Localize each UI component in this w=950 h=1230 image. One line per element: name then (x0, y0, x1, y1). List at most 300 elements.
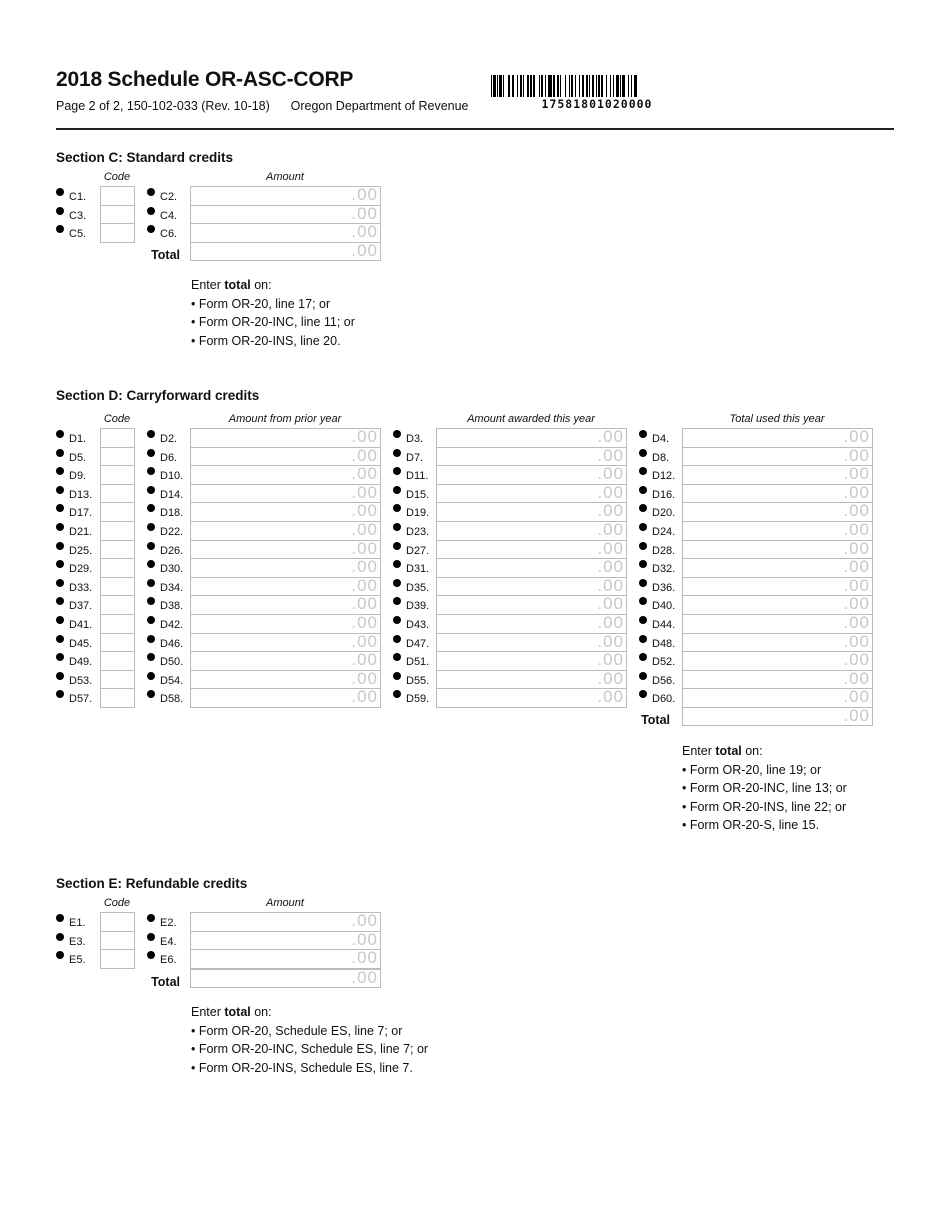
line-number-label: D29. (69, 563, 93, 576)
line-label-prior (147, 503, 183, 519)
note-text: on: (250, 278, 272, 292)
line-number-label: E4. (160, 935, 177, 948)
line-label-code (56, 689, 92, 705)
line-label-prior (147, 466, 183, 482)
used-amount-input[interactable]: .00 (682, 502, 873, 522)
line-number-label: D56. (652, 674, 676, 687)
note-bold: total (224, 278, 251, 292)
line-label-prior (147, 615, 183, 631)
line-label-code (56, 578, 92, 594)
bullet-dot-icon (56, 597, 64, 605)
line-number-label: D27. (406, 544, 430, 557)
bullet-dot-icon (393, 430, 401, 438)
amount-input[interactable]: .00 (190, 186, 381, 206)
line-number-label: D41. (69, 619, 93, 631)
used-amount-input[interactable]: .00 (682, 465, 873, 485)
used-amount-input[interactable]: .00 (682, 595, 873, 615)
line-label-awarded (393, 596, 429, 612)
bullet-dot-icon (147, 951, 155, 959)
line-number-label: D47. (406, 637, 430, 650)
used-amount-input[interactable]: .00 (682, 521, 873, 541)
line-label-awarded (393, 503, 429, 519)
prior-year-amount-input[interactable]: .00 (190, 428, 381, 448)
note-item: • Form OR-20-INS, line 20. (191, 333, 341, 348)
prior-year-amount-input[interactable]: .00 (190, 688, 381, 708)
prior-year-amount-input[interactable]: .00 (190, 670, 381, 690)
prior-year-amount-input[interactable]: .00 (190, 558, 381, 578)
bullet-dot-icon (393, 672, 401, 680)
note-bold: total (224, 1005, 251, 1019)
bullet-dot-icon (393, 579, 401, 587)
line-number-label: E1. (69, 917, 86, 929)
bullet-dot-icon (147, 188, 155, 196)
line-label-code (56, 615, 92, 631)
line-number-label: D57. (69, 693, 93, 706)
line-number-label: D24. (652, 526, 676, 538)
line-number-label: D25. (69, 544, 93, 557)
line-number-label: D31. (406, 563, 430, 576)
bullet-dot-icon (56, 449, 64, 457)
line-number-label: E5. (69, 954, 86, 967)
line-number-label: D30. (160, 563, 184, 576)
used-amount-input[interactable]: .00 (682, 447, 873, 467)
line-label-awarded (393, 671, 429, 687)
code-input[interactable] (100, 521, 135, 541)
line-label-prior (147, 596, 183, 612)
line-label-used (639, 522, 675, 538)
bullet-dot-icon (147, 616, 155, 624)
section-c-col-amount: Amount (266, 171, 304, 183)
code-input[interactable] (100, 465, 135, 485)
line-number-label: D33. (69, 581, 93, 594)
bullet-dot-icon (147, 635, 155, 643)
line-label-awarded (393, 485, 429, 501)
awarded-amount-input[interactable]: .00 (436, 540, 627, 560)
bullet-dot-icon (639, 635, 647, 643)
amount-input[interactable]: .00 (190, 223, 381, 243)
bullet-dot-icon (639, 690, 647, 698)
used-amount-input[interactable]: .00 (682, 670, 873, 690)
awarded-amount-input[interactable]: .00 (436, 447, 627, 467)
note-item: • Form OR-20-S, line 15. (682, 818, 820, 833)
bullet-dot-icon (393, 504, 401, 512)
line-label-prior (147, 485, 183, 501)
line-label-code (56, 671, 92, 687)
line-number-label: D34. (160, 581, 184, 594)
code-input[interactable] (100, 651, 135, 671)
line-number-label: D2. (160, 433, 178, 445)
awarded-amount-input[interactable]: .00 (436, 595, 627, 615)
line-number-label: D51. (406, 656, 430, 669)
bullet-dot-icon (639, 430, 647, 438)
line-number-label: C3. (69, 209, 87, 222)
line-number-label: D55. (406, 674, 430, 687)
bullet-dot-icon (393, 560, 401, 568)
line-label-awarded (393, 689, 429, 705)
code-input[interactable] (100, 205, 135, 225)
bullet-dot-icon (56, 635, 64, 643)
code-input[interactable] (100, 484, 135, 504)
line-label-awarded (393, 615, 429, 631)
line-number-label: D54. (160, 674, 184, 687)
awarded-amount-input[interactable]: .00 (436, 428, 627, 448)
bullet-dot-icon (147, 449, 155, 457)
used-amount-input[interactable]: .00 (682, 558, 873, 578)
line-label-amount (147, 206, 177, 222)
code-input[interactable] (100, 633, 135, 653)
prior-year-amount-input[interactable]: .00 (190, 447, 381, 467)
bullet-dot-icon (147, 523, 155, 531)
line-label-prior (147, 559, 183, 575)
line-number-label: E6. (160, 954, 177, 967)
code-input[interactable] (100, 614, 135, 634)
line-number-label: D36. (652, 581, 676, 594)
awarded-amount-input[interactable]: .00 (436, 521, 627, 541)
line-label-amount (147, 224, 177, 240)
line-label-used (639, 448, 669, 464)
bullet-dot-icon (393, 542, 401, 550)
line-number-label: C1. (69, 191, 87, 203)
section-d-col-code: Code (103, 413, 131, 425)
line-number-label: D1. (69, 433, 87, 445)
line-label-awarded (393, 652, 429, 668)
line-label-code (56, 224, 86, 240)
code-input[interactable] (100, 577, 135, 597)
prior-year-amount-input[interactable]: .00 (190, 484, 381, 504)
bullet-dot-icon (147, 225, 155, 233)
section-c-title: Section C: Standard credits (56, 150, 234, 165)
line-number-label: D49. (69, 656, 93, 669)
line-number-label: D15. (406, 488, 430, 501)
note-item: • Form OR-20-INC, Schedule ES, line 7; or (191, 1042, 429, 1057)
line-number-label: D23. (406, 526, 430, 538)
line-label-awarded (393, 559, 429, 575)
bullet-dot-icon (147, 560, 155, 568)
section-c-note (191, 276, 355, 350)
used-amount-input[interactable]: .00 (682, 428, 873, 448)
line-label-used (639, 541, 675, 557)
prior-year-amount-input[interactable]: .00 (190, 633, 381, 653)
line-label-code (56, 913, 86, 929)
line-label-awarded (393, 541, 429, 557)
section-e-col-code: Code (103, 897, 131, 909)
note-text: Enter (682, 744, 716, 758)
code-input[interactable] (100, 502, 135, 522)
amount-input[interactable]: .00 (190, 205, 381, 225)
section-d-note (682, 742, 847, 835)
bullet-dot-icon (147, 579, 155, 587)
code-input[interactable] (100, 428, 135, 448)
line-label-code (56, 559, 92, 575)
code-input[interactable] (100, 223, 135, 243)
amount-input[interactable]: .00 (190, 912, 381, 932)
bullet-dot-icon (56, 560, 64, 568)
line-number-label: D12. (652, 470, 676, 483)
note-item: • Form OR-20-INS, Schedule ES, line 7. (191, 1060, 413, 1075)
line-label-code (56, 448, 86, 464)
line-number-label: D10. (160, 470, 184, 483)
bullet-dot-icon (147, 467, 155, 475)
awarded-amount-input[interactable]: .00 (436, 502, 627, 522)
note-bold: total (715, 744, 742, 758)
section-c-total-field[interactable]: .00 (190, 242, 381, 261)
line-number-label: C2. (160, 191, 178, 203)
bullet-dot-icon (639, 449, 647, 457)
awarded-amount-input[interactable]: .00 (436, 688, 627, 708)
line-label-awarded (393, 634, 429, 650)
line-label-prior (147, 429, 177, 445)
prior-year-amount-input[interactable]: .00 (190, 465, 381, 485)
line-label-code (56, 950, 86, 966)
line-label-used (639, 596, 675, 612)
section-e-note (191, 1003, 428, 1077)
line-label-amount (147, 913, 177, 929)
bullet-dot-icon (639, 672, 647, 680)
line-label-prior (147, 671, 183, 687)
line-label-used (639, 578, 675, 594)
bullet-dot-icon (393, 635, 401, 643)
bullet-dot-icon (56, 690, 64, 698)
line-label-used (639, 634, 675, 650)
code-input[interactable] (100, 670, 135, 690)
line-label-awarded (393, 429, 423, 445)
awarded-amount-input[interactable]: .00 (436, 633, 627, 653)
bullet-dot-icon (56, 225, 64, 233)
line-label-code (56, 541, 92, 557)
line-label-code (56, 503, 92, 519)
section-e-total-field[interactable]: .00 (190, 969, 381, 988)
bullet-dot-icon (393, 653, 401, 661)
bullet-dot-icon (393, 449, 401, 457)
line-number-label: D11. (406, 470, 429, 483)
note-item: • Form OR-20-INC, line 13; or (682, 781, 847, 796)
line-label-prior (147, 448, 177, 464)
amount-input[interactable]: .00 (190, 931, 381, 951)
line-label-code (56, 485, 92, 501)
line-label-code (56, 522, 92, 538)
prior-year-amount-input[interactable]: .00 (190, 651, 381, 671)
line-number-label: D17. (69, 507, 93, 520)
bullet-dot-icon (393, 523, 401, 531)
code-input[interactable] (100, 447, 135, 467)
prior-year-amount-input[interactable]: .00 (190, 540, 381, 560)
line-label-code (56, 634, 92, 650)
bullet-dot-icon (639, 616, 647, 624)
line-label-code (56, 466, 86, 482)
bullet-dot-icon (56, 542, 64, 550)
used-amount-input[interactable]: .00 (682, 688, 873, 708)
prior-year-amount-input[interactable]: .00 (190, 595, 381, 615)
line-number-label: D48. (652, 637, 676, 650)
line-label-code (56, 596, 92, 612)
awarded-amount-input[interactable]: .00 (436, 558, 627, 578)
code-input[interactable] (100, 540, 135, 560)
bullet-dot-icon (393, 486, 401, 494)
code-input[interactable] (100, 688, 135, 708)
bullet-dot-icon (639, 504, 647, 512)
line-label-amount (147, 950, 177, 966)
section-e-col-amount: Amount (266, 897, 304, 909)
used-amount-input[interactable]: .00 (682, 633, 873, 653)
line-number-label: D16. (652, 488, 676, 501)
line-number-label: D59. (406, 693, 430, 706)
line-number-label: D53. (69, 674, 93, 687)
line-number-label: E2. (160, 917, 177, 929)
line-number-label: D37. (69, 600, 93, 613)
section-d-col-used: Total used this year (729, 413, 825, 425)
section-c-col-code: Code (103, 171, 131, 183)
line-number-label: D6. (160, 451, 178, 464)
line-label-awarded (393, 578, 429, 594)
line-number-label: D38. (160, 600, 184, 613)
line-number-label: D26. (160, 544, 184, 557)
line-number-label: D8. (652, 451, 670, 464)
bullet-dot-icon (147, 430, 155, 438)
line-number-label: D58. (160, 693, 184, 706)
bullet-dot-icon (147, 914, 155, 922)
used-amount-input[interactable]: .00 (682, 651, 873, 671)
section-d-col-awarded: Amount awarded this year (467, 413, 595, 425)
note-item: • Form OR-20-INS, line 22; or (682, 799, 847, 814)
bullet-dot-icon (393, 597, 401, 605)
code-input[interactable] (100, 186, 135, 206)
prior-year-amount-input[interactable]: .00 (190, 577, 381, 597)
line-number-label: D45. (69, 637, 93, 650)
line-number-label: D28. (652, 544, 676, 557)
line-number-label: D19. (406, 507, 430, 520)
bullet-dot-icon (393, 690, 401, 698)
line-label-used (639, 671, 675, 687)
line-number-label: D14. (160, 488, 184, 501)
line-number-label: D40. (652, 600, 676, 613)
line-label-used (639, 429, 669, 445)
bullet-dot-icon (56, 616, 64, 624)
used-amount-input[interactable]: .00 (682, 577, 873, 597)
bullet-dot-icon (147, 486, 155, 494)
bullet-dot-icon (147, 653, 155, 661)
line-number-label: D44. (652, 619, 676, 631)
line-label-prior (147, 652, 183, 668)
prior-year-amount-input[interactable]: .00 (190, 521, 381, 541)
line-label-used (639, 652, 675, 668)
bullet-dot-icon (56, 188, 64, 196)
awarded-amount-input[interactable]: .00 (436, 577, 627, 597)
line-number-label: D5. (69, 451, 87, 464)
line-label-code (56, 187, 86, 203)
bullet-dot-icon (56, 672, 64, 680)
note-text: Enter (191, 1005, 225, 1019)
bullet-dot-icon (56, 504, 64, 512)
amount-input[interactable]: .00 (190, 949, 381, 969)
header-divider (56, 128, 894, 130)
note-item: • Form OR-20, line 17; or (191, 296, 331, 311)
bullet-dot-icon (56, 430, 64, 438)
code-input[interactable] (100, 931, 135, 951)
line-label-used (639, 466, 675, 482)
line-number-label: D22. (160, 526, 184, 538)
section-d-col-prior: Amount from prior year (228, 413, 342, 425)
line-number-label: C4. (160, 209, 178, 222)
section-d-title: Section D: Carryforward credits (56, 388, 260, 403)
line-label-code (56, 932, 86, 948)
awarded-amount-input[interactable]: .00 (436, 670, 627, 690)
bullet-dot-icon (639, 542, 647, 550)
section-c-total-label: Total (151, 248, 180, 262)
prior-year-amount-input[interactable]: .00 (190, 502, 381, 522)
line-label-awarded (393, 448, 423, 464)
bullet-dot-icon (56, 523, 64, 531)
line-number-label: D21. (69, 526, 93, 538)
section-e-title: Section E: Refundable credits (56, 876, 248, 891)
bullet-dot-icon (639, 486, 647, 494)
line-number-label: E3. (69, 935, 86, 948)
code-input[interactable] (100, 949, 135, 969)
line-number-label: D60. (652, 693, 676, 706)
awarded-amount-input[interactable]: .00 (436, 651, 627, 671)
line-number-label: D4. (652, 433, 670, 445)
line-label-used (639, 485, 675, 501)
bullet-dot-icon (639, 523, 647, 531)
barcode-number: 17581801020000 (541, 97, 653, 111)
bullet-dot-icon (147, 933, 155, 941)
line-label-amount (147, 187, 177, 203)
bullet-dot-icon (639, 579, 647, 587)
line-number-label: D3. (406, 433, 424, 445)
bullet-dot-icon (56, 933, 64, 941)
line-number-label: D42. (160, 619, 184, 631)
code-input[interactable] (100, 595, 135, 615)
bullet-dot-icon (56, 951, 64, 959)
bullet-dot-icon (56, 467, 64, 475)
bullet-dot-icon (147, 207, 155, 215)
code-input[interactable] (100, 912, 135, 932)
line-number-label: D39. (406, 600, 430, 613)
section-e-total-label: Total (151, 975, 180, 989)
code-input[interactable] (100, 558, 135, 578)
line-number-label: D46. (160, 637, 184, 650)
line-number-label: D32. (652, 563, 676, 576)
line-label-used (639, 559, 675, 575)
prior-year-amount-input[interactable]: .00 (190, 614, 381, 634)
line-number-label: C5. (69, 228, 87, 241)
bullet-dot-icon (393, 467, 401, 475)
bullet-dot-icon (393, 616, 401, 624)
line-label-prior (147, 578, 183, 594)
used-amount-input[interactable]: .00 (682, 614, 873, 634)
section-d-total-field[interactable]: .00 (682, 707, 873, 726)
bullet-dot-icon (147, 542, 155, 550)
awarded-amount-input[interactable]: .00 (436, 465, 627, 485)
line-number-label: D50. (160, 656, 184, 669)
section-d-total-label: Total (641, 713, 670, 727)
bullet-dot-icon (56, 207, 64, 215)
line-label-code (56, 206, 86, 222)
note-item: • Form OR-20-INC, line 11; or (191, 315, 355, 330)
awarded-amount-input[interactable]: .00 (436, 484, 627, 504)
bullet-dot-icon (147, 504, 155, 512)
bullet-dot-icon (56, 579, 64, 587)
line-label-amount (147, 932, 177, 948)
bullet-dot-icon (639, 467, 647, 475)
used-amount-input[interactable]: .00 (682, 540, 873, 560)
line-number-label: D13. (69, 488, 93, 501)
line-label-awarded (393, 522, 429, 538)
used-amount-input[interactable]: .00 (682, 484, 873, 504)
awarded-amount-input[interactable]: .00 (436, 614, 627, 634)
line-label-prior (147, 522, 183, 538)
line-label-used (639, 503, 675, 519)
barcode-icon (491, 75, 703, 97)
